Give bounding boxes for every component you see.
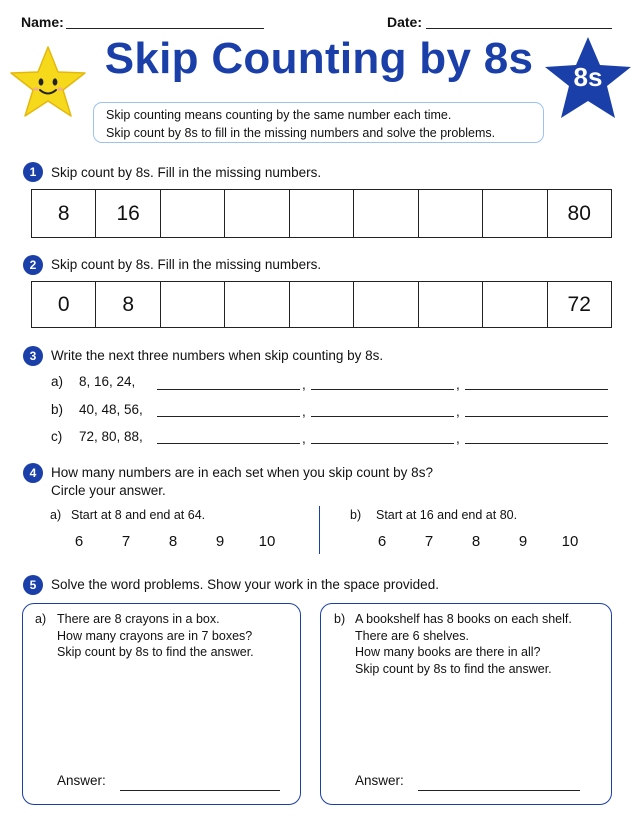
choice-group-a	[64, 533, 282, 550]
answer-label: Answer:	[355, 773, 404, 788]
answer-choice[interactable]: 6	[377, 533, 387, 550]
question-4-subtext: Circle your answer.	[51, 483, 166, 498]
problem-line: There are 6 shelves.	[355, 628, 469, 643]
answer-blank[interactable]	[157, 389, 300, 390]
choice-group-b	[367, 533, 585, 550]
problem-line: Skip count by 8s to find the answer.	[57, 645, 254, 659]
grid-cell-blank[interactable]	[354, 282, 418, 327]
comma-separator: ,	[302, 377, 306, 392]
question-3-text: Write the next three numbers when skip counting by 8s.	[51, 348, 384, 363]
grid-cell-blank[interactable]	[161, 190, 225, 237]
answer-choice[interactable]: 9	[215, 533, 225, 550]
row-label: c)	[51, 429, 63, 444]
question-number-4: 4	[23, 463, 43, 483]
answer-blank[interactable]	[157, 416, 300, 417]
answer-choice[interactable]: 9	[518, 533, 528, 550]
date-field[interactable]	[426, 28, 612, 29]
answer-blank[interactable]	[465, 416, 608, 417]
set-description: Start at 8 and end at 64.	[71, 508, 206, 522]
set-description: Start at 16 and end at 80.	[376, 508, 518, 522]
question-number-3: 3	[23, 346, 43, 366]
intro-line: Skip count by 8s to fill in the missing numbers and solve the problems.	[106, 126, 496, 140]
question-5-text: Solve the word problems. Show your work in the space provided.	[51, 577, 439, 592]
problem-line: Skip count by 8s to find the answer.	[355, 661, 552, 676]
answer-label: Answer:	[57, 773, 106, 788]
name-field[interactable]	[66, 28, 264, 29]
question-number-2: 2	[23, 255, 43, 275]
problem-line: A bookshelf has 8 books on each shelf.	[355, 612, 572, 626]
question-1-text: Skip count by 8s. Fill in the missing numbers.	[51, 165, 322, 180]
word-problem-b-text	[355, 611, 572, 677]
grid-cell-blank[interactable]	[419, 282, 483, 327]
comma-separator: ,	[302, 404, 306, 419]
column-divider	[319, 506, 320, 554]
sequence-start: 40, 48, 56,	[79, 402, 143, 417]
answer-blank[interactable]	[157, 443, 300, 444]
answer-choice[interactable]: 10	[561, 533, 579, 550]
intro-line: Skip counting means counting by the same number each time.	[106, 108, 452, 122]
grid-cell: 16	[96, 190, 160, 237]
grid-cell-blank[interactable]	[483, 190, 547, 237]
answer-choice[interactable]: 7	[424, 533, 434, 550]
page-title: Skip Counting by 8s	[104, 34, 534, 83]
grid-cell-blank[interactable]	[225, 190, 289, 237]
question-2-text: Skip count by 8s. Fill in the missing numbers.	[51, 257, 322, 272]
comma-separator: ,	[456, 404, 460, 419]
problem-line: There are 8 crayons in a box.	[57, 612, 220, 626]
answer-choice[interactable]: 8	[471, 533, 481, 550]
question-number-1: 1	[23, 162, 43, 182]
grid-cell: 80	[567, 201, 591, 225]
question-number-5: 5	[23, 575, 43, 595]
answer-blank[interactable]	[465, 389, 608, 390]
answer-choice[interactable]: 10	[258, 533, 276, 550]
answer-choice[interactable]: 8	[168, 533, 178, 550]
date-label: Date:	[387, 14, 423, 30]
instructions-box	[93, 102, 544, 143]
sequence-start: 8, 16, 24,	[79, 374, 136, 389]
comma-separator: ,	[456, 431, 460, 446]
name-label: Name:	[21, 14, 64, 30]
row-label: a)	[50, 508, 62, 522]
problem-line: How many crayons are in 7 boxes?	[57, 628, 253, 643]
answer-blank[interactable]	[311, 416, 454, 417]
answer-blank[interactable]	[418, 790, 580, 791]
number-grid-2	[31, 281, 612, 328]
answer-blank[interactable]	[120, 790, 280, 791]
grid-cell-blank[interactable]	[290, 282, 354, 327]
grid-cell-blank[interactable]	[419, 190, 483, 237]
grid-cell: 0	[32, 282, 96, 327]
answer-blank[interactable]	[311, 389, 454, 390]
grid-cell-blank[interactable]	[290, 190, 354, 237]
answer-choice[interactable]: 7	[121, 533, 131, 550]
comma-separator: ,	[456, 377, 460, 392]
grid-cell-blank[interactable]	[483, 282, 547, 327]
answer-choice[interactable]: 6	[74, 533, 84, 550]
grid-cell: 8	[96, 282, 160, 327]
row-label: b)	[51, 402, 64, 417]
row-label: a)	[35, 612, 47, 626]
question-4-text: How many numbers are in each set when you skip count by 8s?	[51, 465, 433, 480]
row-label: b)	[334, 612, 346, 626]
sequence-start: 72, 80, 88,	[79, 429, 143, 444]
grid-cell-blank[interactable]	[161, 282, 225, 327]
comma-separator: ,	[302, 431, 306, 446]
word-problem-a-text	[57, 611, 254, 661]
number-grid-1	[31, 189, 612, 238]
grid-cell-blank[interactable]	[354, 190, 418, 237]
grid-cell: 8	[32, 190, 96, 237]
grid-cell-blank[interactable]	[225, 282, 289, 327]
answer-blank[interactable]	[311, 443, 454, 444]
row-label: b)	[350, 508, 362, 522]
row-label: a)	[51, 374, 64, 389]
grid-cell: 72	[567, 292, 591, 316]
problem-line: How many books are there in all?	[355, 645, 541, 659]
badge-text: 8s	[573, 62, 603, 92]
answer-blank[interactable]	[465, 443, 608, 444]
